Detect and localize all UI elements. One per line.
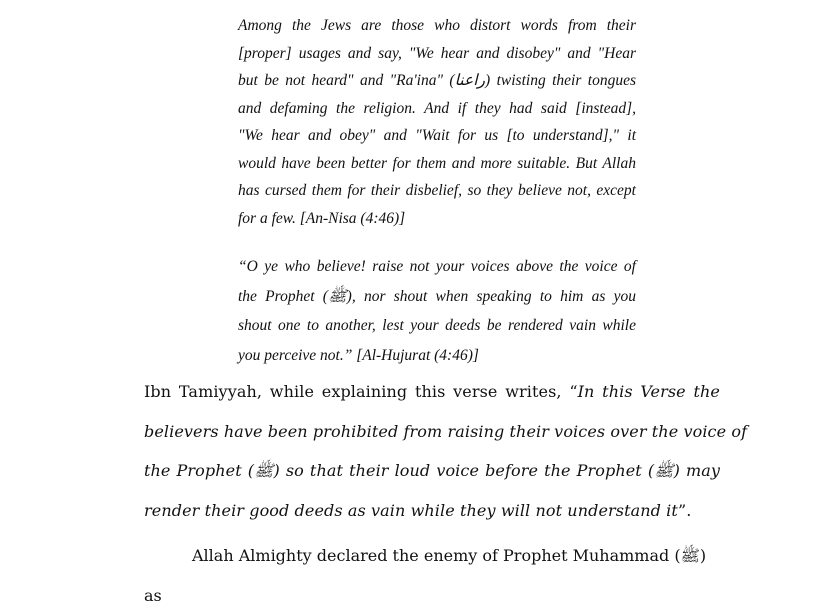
- ibn-taymiyyah-paragraph: [144, 372, 748, 530]
- allah-declared-paragraph: [144, 536, 720, 615]
- quote-line: you perceive not.” [Al-Hujurat (4:46)]: [238, 346, 479, 364]
- quote-line: Among the Jews are those who distort words from their: [238, 17, 636, 34]
- quote-line: the Prophet (ﷺ), nor shout when speaking to him as you: [238, 287, 636, 305]
- paragraph-line: render their good deeds as vain while they will not understand it”.: [144, 500, 692, 520]
- quote-line: and defaming the religion. And if they had said [instead],: [238, 99, 636, 117]
- quote-line: but be not heard" and "Ra'ina" (راعنا) twisting their tongues: [238, 72, 637, 89]
- paragraph-line: the Prophet (ﷺ) so that their loud voice before the Prophet (ﷺ) may: [144, 461, 720, 480]
- paragraph-text: Allah Almighty declared the enemy of Prophet Muhammad (ﷺ) as: [144, 546, 707, 605]
- quote-line: [proper] usages and say, "We hear and disobey" and "Hear: [238, 44, 636, 62]
- quote-line: shout one to another, lest your deeds be rendered vain while: [238, 317, 636, 334]
- paragraph-line: Ibn Tamiyyah, while explaining this verse writes, “In this Verse the: [144, 382, 720, 401]
- quote-line: would have been better for them and more suitable. But Allah: [238, 154, 636, 172]
- paragraph-line: believers have been prohibited from raising their voices over the voice of: [144, 421, 748, 441]
- quran-quote-al-hujurat: [238, 252, 636, 370]
- quote-line: for a few. [An-Nisa (4:46)]: [238, 209, 406, 227]
- quote-line: “O ye who believe! raise not your voices above the voice of: [238, 258, 636, 275]
- quran-quote-an-nisa: [238, 12, 636, 232]
- quote-line: has cursed them for their disbelief, so they believe not, except: [238, 182, 636, 199]
- quote-line: "We hear and obey" and "Wait for us [to understand]," it: [238, 127, 636, 144]
